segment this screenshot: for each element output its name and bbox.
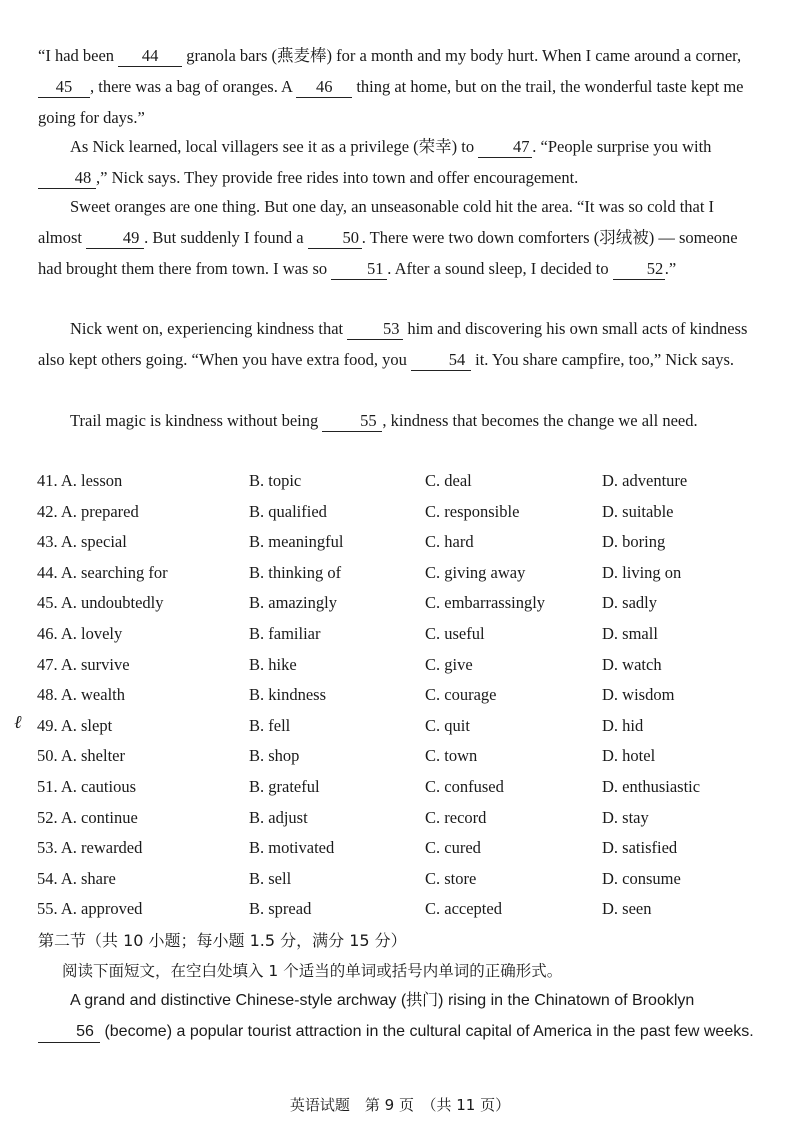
option-c: C. accepted [425, 899, 502, 919]
option-c: C. confused [425, 776, 504, 796]
passage-text: .” [664, 259, 677, 278]
option-row [37, 741, 772, 772]
passage-text: (become) a popular tourist attraction in the cultural capital of America in the past few weeks. [100, 1023, 754, 1040]
option-a: 47. A. survive [37, 654, 130, 674]
option-a: 48. A. wealth [37, 685, 125, 705]
option-c: C. record [425, 807, 487, 827]
passage-paragraph-1 [38, 40, 760, 133]
passage-text: it. You share campfire, too,” Nick says. [470, 350, 735, 369]
option-c: C. responsible [425, 501, 520, 521]
passage-text: A grand and distinctive Chinese-style archway (拱门) rising in the Chinatown of Brooklyn [70, 992, 695, 1009]
option-b: B. topic [249, 471, 302, 490]
section2-passage [38, 985, 760, 1047]
passage-paragraph-4 [38, 313, 760, 375]
option-c: C. give [425, 654, 473, 674]
option-row [37, 711, 772, 742]
option-a: 46. A. lovely [37, 623, 123, 643]
option-c: C. embarrassingly [425, 593, 546, 613]
option-a: 44. A. searching for [37, 562, 168, 582]
option-c: C. giving away [425, 562, 526, 582]
passage-paragraph-3 [38, 191, 760, 284]
option-d: D. sadly [602, 593, 657, 613]
blank-48: 48 [38, 168, 96, 189]
passage-text: As Nick learned, local villagers see it as a privilege (荣幸) to [70, 137, 479, 156]
option-c: C. town [425, 746, 478, 766]
option-c: C. quit [425, 715, 470, 735]
option-a: 42. A. prepared [37, 501, 139, 521]
passage-paragraph-5 [38, 405, 760, 436]
page-footer: 英语试题 第 9 页 （共 11 页） [289, 1096, 511, 1114]
option-row [37, 864, 772, 895]
blank-55: 55 [322, 411, 382, 432]
option-b: B. spread [249, 899, 312, 919]
option-a: 45. A. undoubtedly [37, 593, 164, 613]
passage-text: “I had been [38, 46, 119, 65]
option-row [37, 619, 772, 650]
option-a: 43. A. special [37, 532, 127, 552]
option-c: C. deal [425, 471, 472, 490]
passage-text: him and discovering his own small acts of kindness also kept others going. “When you have extra food, you [38, 319, 748, 369]
passage-text: . But suddenly I found a [144, 228, 308, 247]
option-a: 51. A. cautious [37, 776, 136, 796]
option-d: D. stay [602, 807, 649, 827]
option-c: C. cured [425, 838, 481, 858]
option-a: 54. A. share [37, 868, 116, 888]
option-b: B. fell [249, 715, 291, 735]
blank-49: 49 [86, 228, 144, 249]
option-row [37, 680, 772, 711]
option-row [37, 497, 772, 528]
option-row [37, 772, 772, 803]
blank-45: 45 [38, 77, 90, 98]
option-d: D. wisdom [602, 685, 675, 705]
option-b: B. hike [249, 654, 297, 674]
passage-text: , there was a bag of oranges. A [90, 77, 297, 96]
passage-text: , kindness that becomes the change we all need. [382, 411, 698, 430]
option-c: C. store [425, 868, 477, 888]
blank-50: 50 [308, 228, 362, 249]
option-b: B. thinking of [249, 562, 342, 582]
option-row [37, 588, 772, 619]
option-row [37, 833, 772, 864]
blank-44: 44 [118, 46, 182, 67]
blank-56: 56 [38, 1022, 100, 1043]
option-c: C. hard [425, 532, 474, 552]
option-d: D. boring [602, 532, 666, 552]
option-d: D. consume [602, 868, 681, 888]
passage-text: . After a sound sleep, I decided to [387, 259, 613, 278]
option-b: B. grateful [249, 776, 320, 796]
answer-options [37, 466, 772, 925]
blank-47: 47 [478, 137, 532, 158]
option-b: B. qualified [249, 501, 327, 521]
option-a: 41. A. lesson [37, 471, 123, 490]
section-instruction: 阅读下面短文，在空白处填入 1 个适当的单词或括号内单词的正确形式。 [62, 962, 563, 980]
blank-53: 53 [347, 319, 403, 340]
option-b: B. familiar [249, 623, 321, 643]
blank-54: 54 [411, 350, 471, 371]
passage-paragraph-2 [38, 131, 760, 193]
passage-text: thing at home, but on the trail, the wonderful taste kept me going for days.” [38, 77, 744, 127]
option-a: 55. A. approved [37, 899, 143, 919]
option-row [37, 466, 772, 497]
option-a: 53. A. rewarded [37, 838, 143, 858]
option-row [37, 894, 772, 925]
blank-46: 46 [296, 77, 352, 98]
option-a: 52. A. continue [37, 807, 138, 827]
passage-text: . There were two down comforters (羽绒被) — someone had brought them there from town. I was so [38, 228, 738, 278]
passage-text: Sweet oranges are one thing. But one day, an unseasonable cold hit the area. “It was so cold that I almost [38, 197, 715, 247]
option-d: D. small [602, 623, 658, 643]
passage-text: granola bars (燕麦棒) for a month and my body hurt. When I came around a corner, [182, 46, 742, 65]
margin-pencil-mark: ℓ [14, 712, 22, 732]
option-b: B. kindness [249, 685, 327, 705]
option-d: D. living on [602, 562, 682, 582]
option-c: C. courage [425, 685, 497, 705]
option-row [37, 650, 772, 681]
option-b: B. motivated [249, 838, 335, 858]
option-row [37, 803, 772, 834]
passage-text: Trail magic is kindness without being [70, 411, 323, 430]
option-b: B. amazingly [249, 593, 337, 613]
option-d: D. enthusiastic [602, 776, 701, 796]
passage-text: ,” Nick says. They provide free rides into town and offer encouragement. [96, 168, 579, 187]
option-row [37, 558, 772, 589]
section-heading: 第二节（共 10 小题；每小题 1.5 分，满分 15 分） [38, 931, 407, 950]
option-a: 49. A. slept [37, 715, 113, 735]
option-d: D. seen [602, 899, 652, 919]
blank-51: 51 [331, 259, 387, 280]
option-b: B. shop [249, 746, 300, 766]
option-b: B. sell [249, 868, 292, 888]
option-a: 50. A. shelter [37, 746, 125, 766]
option-d: D. suitable [602, 501, 674, 521]
option-b: B. meaningful [249, 532, 344, 552]
option-b: B. adjust [249, 807, 308, 827]
option-d: D. adventure [602, 471, 688, 490]
passage-text: . “People surprise you with [532, 137, 712, 156]
passage-text: Nick went on, experiencing kindness that [70, 319, 348, 338]
option-row [37, 527, 772, 558]
option-d: D. satisfied [602, 838, 678, 858]
option-d: D. hid [602, 715, 644, 735]
blank-52: 52 [613, 259, 665, 280]
option-d: D. hotel [602, 746, 656, 766]
option-c: C. useful [425, 623, 485, 643]
option-d: D. watch [602, 654, 662, 674]
